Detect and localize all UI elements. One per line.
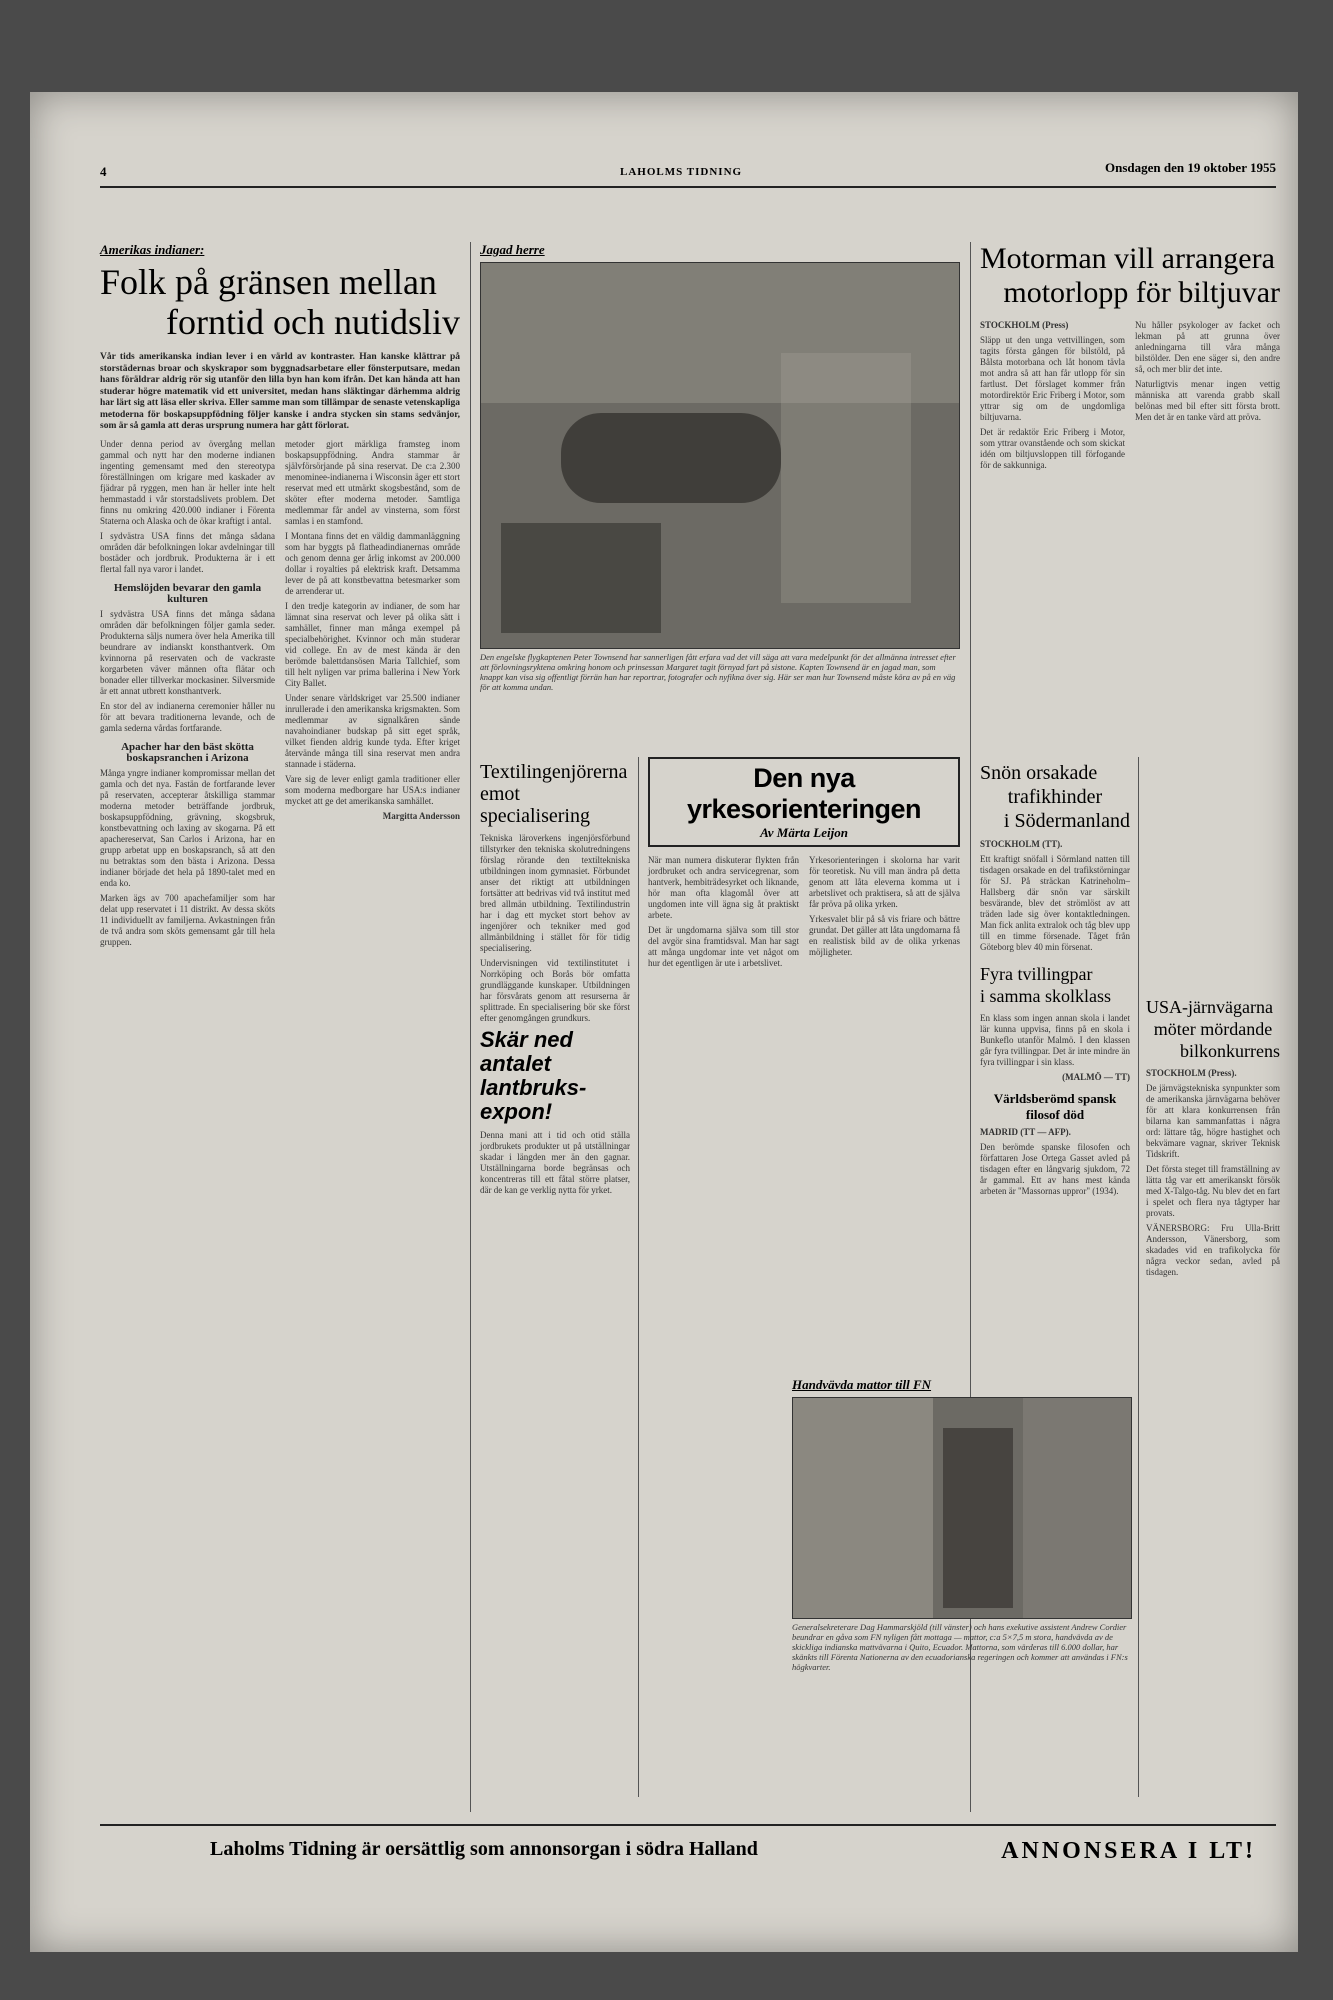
article-title: Fyra tvillingpar i samma skolklass	[980, 964, 1111, 1006]
article-title: USA-järnvägarna möter mördande bilkonkurrens	[1146, 997, 1280, 1061]
paragraph: Marken ägs av 700 apachefamiljer som har delat upp reservatet i 11 distrikt. Av dessa sköts 11 individuellt av familjerna. Avkastningen från de två andra som sköts gemensamt går till hela gruppen.	[100, 892, 275, 947]
paragraph: Nu håller psykologer av facket och lekman på att grunna över anledningarna till våra många bilstölder. Den ene säger si, den andre så, och mer blir det inte.	[1135, 320, 1280, 374]
article-motorman	[980, 242, 1280, 475]
article-col-right	[285, 439, 460, 952]
article-title: Den nya yrkesorienteringen	[686, 763, 922, 824]
paragraph: Naturligtvis menar ingen vettig människa att varenda grabb skall belönas med bil efter sitt första brott. Men det är en tanke värd att pröva.	[1135, 379, 1280, 422]
article-title: Världsberömd spansk filosof död	[993, 1091, 1117, 1122]
article-body	[980, 1127, 1130, 1197]
article-body	[980, 839, 1130, 953]
paragraph: Denna mani att i tid och otid ställa jordbrukets produkter ut på utställningar skadar i längden mer än den gagnar. Utställningarna borde begränsas och koncentreras till ett fåtal större platser, där de kan ge verklig nytta för yrket.	[480, 1130, 630, 1195]
paragraph: metoder gjort märkliga framsteg inom boskapsuppfödning. Andra stammar är självförsörjande på sina reservat. De c:a 2.300 menominee-indianerna i Wisconsin äger ett stort reservat med ett utmärkt skogsbestånd, som de sköter efter moderna metoder. Samtliga medlemmar får andel av vinsterna, som först samlas i en stamfond.	[285, 438, 460, 526]
photo-un-carpets-image	[792, 1397, 1132, 1619]
paragraph: Släpp ut den unga vettvillingen, som tagits första gången för bilstöld, på Bålsta motorbana och låt honom tävla mot andra så att han får utlopp för sin fartlust. Det förslaget kommer från motordirektör Eric Friberg i Motor, som yttrar sig om de ungdomliga biltjuvarna.	[980, 335, 1125, 422]
photo-caption: Generalsekreterare Dag Hammarskjöld (till vänster) och hans exekutive assistent Andrew Cordier beundrar en gåva som FN nyligen fått mottaga — mattor, c:a 5×7,5 m stora, handvävda av de skickliga indianska mattvävarna i Quito, Ecuador. Mattorna, som värderas till 6.000 dollar, har skänkts till Förenta Nationerna av den ecuadorianska regeringen och kommer att användas i FN:s högkvarter.	[792, 1622, 1128, 1672]
article-col-right	[809, 855, 960, 973]
paragraph: I Montana finns det en väldig dammanläggning som har byggts på flatheadindianernas område och genom denna ger årlig inkomst av 200.000 dollar i royalties på elektrisk kraft. Detsamma lever de på att konstbevattna betesmarker som de arrenderar ut.	[285, 530, 460, 596]
newspaper-page	[30, 92, 1298, 1952]
paragraph: Många yngre indianer kompromissar mellan det gamla och det nya. Fastän de fortfarande lever på reservaten, accepterar åtskilliga stammar moderna metoder beträffande jordbruk, boskapsuppfödning, grävning, skogsbruk, konstbevattning och laxing av skogarna. På ett apachereservat, San Carlos i Arizona, har en grupp arbetat upp en boskapsranch, så att den nu betraktas som den bästa i Arizona. Dessa indianer började det hela på 1890-talet med en enda ko.	[100, 767, 275, 888]
paragraph: Undervisningen vid textilinstitutet i Norrköping och Borås bör omfatta grundläggande kunskaper. Utbildningen har försvårats genom att resurserna är splittrade. En specialisering bör ske först efter genomgången grundkurs.	[480, 958, 630, 1023]
paragraph: Den berömde spanske filosofen och författaren Jose Ortega Gasset avled på tisdagen efter en långvarig sjukdom, 72 år gammal. Ett av hans mest kända arbeten är "Massornas uppror" (1934).	[980, 1142, 1130, 1196]
page-header	[30, 162, 1298, 184]
article-ingress: Vår tids amerikanska indian lever i en värld av kontraster. Han kanske klättrar på storstädernas broar och skyskrapor som byggnadsarbetare eller fönsterputsare, medan hans föräldrar aldrig rör sig utanför den lilla byn han kom ifrån. Det kan hända att han studerar högre matematik vid ett universitet, medan hans släktingar därhemma aldrig har lärt sig att läsa eller skriva. Eller samme man som tillämpar de senaste vetenskapliga metoderna för boskapsuppfödning följer kanske i andra stycken sin stams sedvänjor, som är så gamla att deras ursprung numera har gått förlorat.	[100, 352, 461, 431]
article-columns	[648, 855, 960, 973]
paragraph: Det första steget till framställning av lätta tåg var ett amerikanskt försök med X-Talgo-tåg. Nu blev det en fart i spelet och flera nya tågtyper har provats.	[1146, 1164, 1280, 1218]
photo-un-carpets	[792, 1377, 1132, 1672]
source: (MALMÖ — TT)	[1062, 1072, 1130, 1082]
photo-kicker: Handvävda mattor till FN	[792, 1377, 932, 1392]
issue-date: Onsdagen den 19 oktober 1955	[1105, 160, 1276, 175]
subheading: Hemslöjden bevarar den gamla kulturen	[113, 581, 262, 605]
article-body	[980, 1013, 1130, 1083]
photo-caption: Den engelske flygkaptenen Peter Townsend har sannerligen fått erfara vad det vill säga att vara medelpunkt för det allmänna intresset efter att förlovningsryktena omkring honom och prinsessan Margaret tagit förnyad fart på sistone. Kapten Townsend är en jagad man, som knappt kan visa sig offentligt förrän han har reportrar, fotografer och nyfikna över sig. Här ser man hur Townsend måste köra av på en väg för att komma undan.	[480, 652, 956, 692]
paragraph: Yrkesvalet blir på så vis friare och bättre grundat. Det gäller att låta ungdomarna få en realistisk bild av de olika yrkenas möjligheter.	[809, 914, 960, 957]
paragraph: Ett kraftigt snöfall i Sörmland natten till tisdagen orsakade en del trafikstörningar för SJ. På sträckan Katrineholm–Hallsberg där snön var särskilt besvärande, blev det strömlöst av att träden lade sig över kontaktledningen. Man fick anlita extralok och tåg blev upp till en timme försenade. Tåget från Göteborg blev 40 min försenat.	[980, 854, 1130, 952]
paragraph: I sydvästra USA finns det många sådana områden där befolkningen lokar avdelningar till bostäder och jordbruk. Produkterna är i ett flertal fall nya varor i landet.	[100, 530, 275, 574]
article-body	[480, 1130, 630, 1196]
paper-name: LAHOLMS TIDNING	[620, 166, 743, 178]
article-kicker: Amerikas indianer:	[100, 242, 205, 257]
article-indians	[100, 242, 460, 952]
boxed-headline	[648, 757, 960, 847]
paragraph: Vare sig de lever enligt gamla traditioner eller som moderna medborgare har USA:s indianer mycket att ge det amerikanska samhället.	[285, 773, 460, 806]
article-title: Skär ned antalet lantbruks-expon!	[480, 1027, 587, 1124]
paragraph: När man numera diskuterar flykten från jordbruket och andra servicegrenar, som hantverk, hembiträdesyrket och liknande, hör man ofta klagomål över att ungdomen inte vill ägna sig åt praktiskt arbete.	[648, 855, 799, 920]
paragraph: Yrkesorienteringen i skolorna har varit för teoretisk. Nu vill man ändra på detta genom att låta eleverna komma ut i arbetslivet och praktisera, så att de själva får pröva på olika yrken.	[809, 855, 960, 909]
article-title: Textilingenjörerna emot specialisering	[480, 761, 628, 827]
paragraph: VÄNERSBORG: Fru Ulla-Britt Andersson, Vänersborg, som skadades vid en trafikolycka för några veckor sedan, avled på tisdagen.	[1146, 1223, 1280, 1277]
article-title: Motorman vill arrangera motorlopp för biltjuvar	[980, 242, 1280, 309]
author: Av Märta Leijon	[760, 825, 848, 840]
paragraph: I den tredje kategorin av indianer, de som har lämnat sina reservat och lever på olika sätt i samhället, finner man många exempel på specialbehörighet. Kvinnor och män studerar vid college. En av de mest kända är den berömde balettdansösen Maria Tallchief, som till helt nyligen var prima ballerina i New York City Ballet.	[285, 600, 460, 688]
column-divider	[470, 242, 471, 1812]
advertise-cta: ANNONSERA I LT!	[1001, 1838, 1256, 1864]
paragraph: Under senare världskriget var 25.500 indianer inrullerade i den amerikanska krigsmakten. Som medlemmar av signalkåren sände navahoindianer budskap på sitt eget språk, vilket fienden aldrig kunde tyda. Efter kriget återvände många till sina reservat men andra stannade i städerna.	[285, 692, 460, 769]
article-col-left	[100, 439, 275, 952]
page-number: 4	[100, 164, 107, 179]
article-body	[1146, 1068, 1280, 1278]
photo-townsend	[480, 242, 960, 692]
dateline: STOCKHOLM (TT).	[980, 839, 1063, 849]
column-divider	[638, 757, 639, 1797]
paragraph: I sydvästra USA finns det många sådana områden där befolkningen följer gamla seder. Produkterna säljs numera över hela Amerika till beundrare av indianskt konsthantverk. Om kvinnorna på reservaten och de vackraste korgarbeten väver männen ofta flätar och bonader eller tillverkar mockasiner. Silversmide är ett annat utbrett konsthantverk.	[100, 608, 275, 696]
article-col-left	[648, 855, 799, 973]
article-career-guidance	[648, 757, 960, 973]
paragraph: Det är redaktör Eric Friberg i Motor, som yttrar ovanstående och som skickat idén om biltjuvsloppen till förfogande för de sakkunniga.	[980, 427, 1125, 470]
byline: Margitta Andersson	[382, 810, 460, 821]
dateline: STOCKHOLM (Press).	[1146, 1068, 1237, 1078]
article-col-right	[1135, 320, 1280, 475]
footer-slogan: Laholms Tidning är oersättlig som annonsorgan i södra Halland	[210, 1838, 758, 1860]
paragraph: Det är ungdomarna själva som till stor del avgör sina framtidsval. Man har sagt att många ungdomar inte vet något om hur det egentligen är ute i arbetslivet.	[648, 925, 799, 968]
paragraph: Under denna period av övergång mellan gammal och nytt har den moderne indianen ingenting gemensamt med den stereotypa föreställningen om krigare med kaskader av fjädrar på ryggen, men han är heller inte helt hemmastadd i vår storstadslivets problem. Det finns nu omkring 420.000 indianer i Förenta Staterna och Alaska och de ökar kraftigt i antal.	[100, 438, 275, 526]
article-columns	[980, 320, 1280, 475]
article-title: Snön orsakade trafikhinder i Södermanland	[980, 762, 1130, 832]
paragraph: Tekniska läroverkens ingenjörsförbund tillstyrker den tekniska skolutredningens förslag rörande den textiltekniska utbildningen inom gymnasiet. Förbundet anser det riktigt att utbildningen fortsätter att bedrivas vid två institut med bred allmän utbildning. Textilindustrin har i dag ett mycket stort behov av ingenjörer och tekniker med god allmänbildning i stället för för tidig specialisering.	[480, 833, 630, 953]
article-body	[480, 833, 630, 1024]
article-columns	[100, 439, 460, 952]
dateline: STOCKHOLM (Press)	[980, 320, 1069, 330]
article-col-left	[980, 320, 1125, 475]
paragraph: En klass som ingen annan skola i landet lär kunna uppvisa, finns på en skola i Bunkeflo utanför Malmö. I den klassen går fyra tvillingpar. Det är inte mindre än fyra tvillingpar i sin klass.	[980, 1013, 1130, 1067]
page-footer	[100, 1824, 1276, 1876]
paragraph: De järnvägstekniska synpunkter som de amerikanska järnvägarna behöver för att klara konkurrensen från bilarna kan sammanfattas i några ord: lättare tåg, högre hastighet och bekvämare vagnar, skriver Teknisk Tidskrift.	[1146, 1083, 1280, 1159]
header-rule	[100, 186, 1276, 188]
column-divider	[1138, 757, 1139, 1797]
photo-townsend-image	[480, 262, 960, 649]
article-usa-railways	[1146, 992, 1280, 1282]
article-title: Folk på gränsen mellan forntid och nutidsliv	[100, 262, 460, 342]
article-snow	[980, 757, 1130, 1201]
dateline: MADRID (TT — AFP).	[980, 1127, 1071, 1137]
photo-kicker: Jagad herre	[480, 242, 545, 257]
subheading: Apacher har den bäst skötta boskapsranchen i Arizona	[121, 740, 254, 764]
article-textile	[480, 757, 630, 1200]
paragraph: En stor del av indianerna ceremonier håller nu för att bevara traditionerna levande, och de gamla sederna vårdas fortfarande.	[100, 700, 275, 733]
